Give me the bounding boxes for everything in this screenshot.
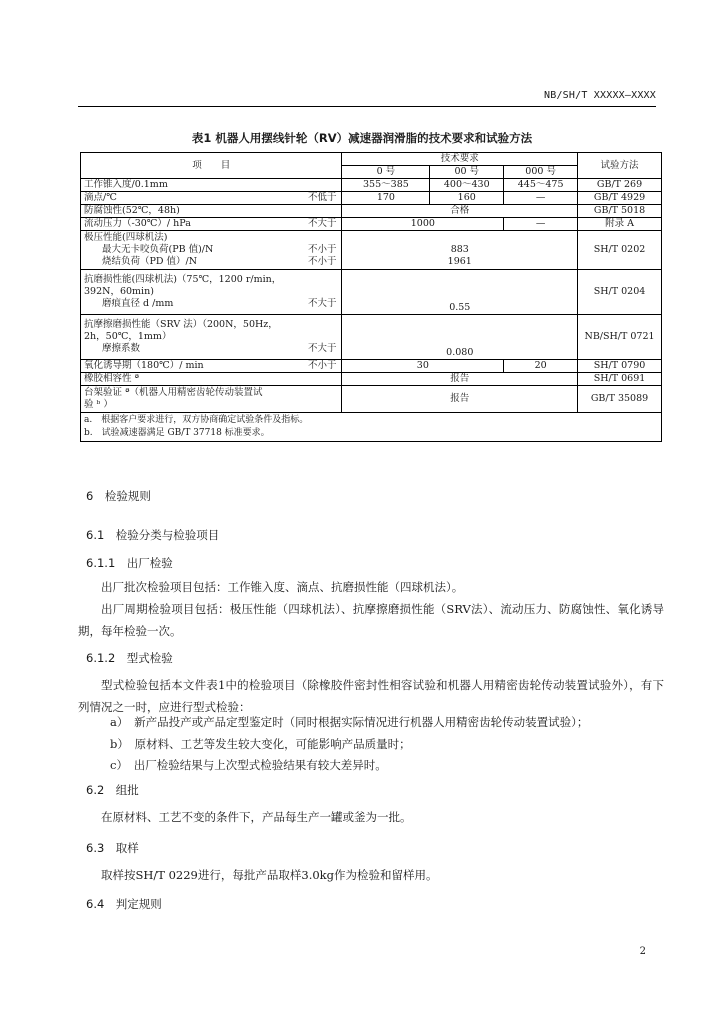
row-name: 台架验证 ª（机器人用精密齿轮传动装置试: [84, 387, 263, 398]
cell-method: GB/T 5018: [578, 205, 662, 218]
cell-value: 883: [450, 244, 469, 255]
cell-method: SH/T 0691: [578, 373, 662, 386]
section-6-1-heading: 6.1 检验分类与检验项目: [86, 528, 220, 542]
row-name-cont: 2h，50℃，1mm）: [84, 331, 172, 342]
cell-value: 0.080: [342, 315, 578, 360]
table-row: [81, 218, 662, 231]
row-name: 抗磨损性能(四球机法)（75℃，1200 r/min，: [84, 274, 282, 285]
section-6-heading: 6 检验规则: [86, 489, 151, 503]
cell-method: SH/T 0202: [578, 231, 662, 270]
cell-method: SH/T 0204: [578, 270, 662, 315]
cell-method: GB/T 269: [578, 179, 662, 192]
cell-method: NB/SH/T 0721: [578, 315, 662, 360]
note-a: a. 根据客户要求进行，双方协商确定试验条件及指标。: [84, 415, 309, 425]
paragraph-batching: 在原材料、工艺不变的条件下，产品每生产一罐或釜为一批。: [101, 810, 412, 824]
table-caption: 表1 机器人用摆线针轮（RV）减速器润滑脂的技术要求和试验方法: [191, 131, 533, 145]
row-name: 流动压力（-30℃）/ hPa: [84, 218, 191, 229]
table-notes: [81, 413, 662, 442]
paragraph-factory-batch: 出厂批次检验项目包括：工作锥入度、滴点、抗磨损性能（四球机法）。: [101, 580, 464, 594]
row-name: 滴点/℃: [84, 192, 117, 203]
cell-method: 附录 A: [578, 218, 662, 231]
row-limit: 不小于: [307, 244, 337, 255]
row-name-cont: 392N，60min): [84, 286, 154, 297]
table-row: [81, 360, 662, 373]
section-6-2-heading: 6.2 组批: [86, 783, 139, 797]
col-method-header: 试验方法: [578, 153, 662, 179]
cell-value: 报告: [342, 386, 578, 413]
table-row: [81, 231, 662, 270]
page-number: 2: [639, 946, 646, 957]
grade-00: 00 号: [430, 166, 504, 179]
row-limit: 不低于: [307, 192, 337, 203]
document-number: NB/SH/T XXXXX—XXXX: [544, 90, 656, 101]
cell-value: 20: [504, 360, 578, 373]
cell-value: —: [504, 192, 578, 205]
col-tech-header: 技术要求: [342, 153, 578, 166]
row-name: 防腐蚀性(52℃，48h): [81, 205, 342, 218]
table-row: [81, 386, 662, 413]
row-sub: 磨痕直径 d /mm: [102, 298, 174, 309]
section-6-3-heading: 6.3 取样: [86, 841, 139, 855]
grade-0: 0 号: [342, 166, 430, 179]
cell-value: 报告: [342, 373, 578, 386]
cell-value: —: [504, 218, 578, 231]
paragraph-sampling: 取样按SH/T 0229进行，每批产品取样3.0kg作为检验和留样用。: [101, 868, 438, 882]
table-row: [81, 270, 662, 315]
row-name: 极压性能(四球机法): [84, 232, 168, 243]
cell-value: 170: [342, 192, 430, 205]
paragraph-factory-periodic: 出厂周期检验项目包括：极压性能（四球机法）、抗摩擦磨损性能（SRV法）、流动压力、防腐蚀性、氧化诱导期，每年检验一次。: [78, 602, 664, 638]
paragraph-type-inspection: 型式检验包括本文件表1中的检验项目（除橡胶件密封性相容试验和机器人用精密齿轮传动装置试验外），有下列情况之一时，应进行型式检验：: [78, 678, 664, 714]
table-header-row: [81, 153, 662, 166]
row-name: 橡胶相容性 ª: [81, 373, 342, 386]
row-sub-pd: 烧结负荷（PD 值）/N: [102, 256, 198, 267]
table-row: [81, 179, 662, 192]
spec-table: [80, 152, 662, 442]
cell-value: 355～385: [342, 179, 430, 192]
table-row: [81, 373, 662, 386]
header-rule: [78, 106, 656, 107]
row-limit: 不大于: [307, 343, 337, 354]
section-6-4-heading: 6.4 判定规则: [86, 897, 162, 911]
row-limit: 不小于: [307, 256, 337, 267]
row-sub-pb: 最大无卡咬负荷(PB 值)/N: [102, 244, 214, 255]
row-sub: 摩擦系数: [102, 343, 141, 354]
row-name: 氧化诱导期（180℃）/ min: [84, 360, 204, 371]
cell-method: GB/T 4929: [578, 192, 662, 205]
list-item: c） 出厂检验结果与上次型式检验结果有较大差异时。: [110, 758, 387, 772]
cell-value: 0.55: [342, 270, 578, 315]
row-limit: 不大于: [307, 298, 337, 309]
cell-value: 445～475: [504, 179, 578, 192]
section-6-1-2-heading: 6.1.2 型式检验: [86, 651, 173, 665]
grade-000: 000 号: [504, 166, 578, 179]
col-item-header: 项 目: [81, 153, 342, 179]
row-name-cont: 验 ᵇ ）: [84, 399, 113, 410]
cell-value: 1000: [342, 218, 504, 231]
table-row: [81, 192, 662, 205]
list-item: b） 原材料、工艺等发生较大变化，可能影响产品质量时；: [110, 737, 411, 751]
section-6-1-1-heading: 6.1.1 出厂检验: [86, 556, 173, 570]
row-limit: 不大于: [307, 218, 337, 229]
cell-value: 400～430: [430, 179, 504, 192]
row-limit: 不小于: [307, 360, 337, 371]
row-name: 工作锥入度/0.1mm: [81, 179, 342, 192]
cell-method: GB/T 35089: [578, 386, 662, 413]
cell-value: 30: [342, 360, 504, 373]
list-item: a） 新产品投产或产品定型鉴定时（同时根据实际情况进行机器人用精密齿轮传动装置试验）；: [110, 715, 589, 729]
note-b: b. 试验减速器满足 GB/T 37718 标准要求。: [84, 428, 270, 438]
cell-value: 1961: [447, 256, 472, 267]
table-row: [81, 205, 662, 218]
cell-value: 合格: [342, 205, 578, 218]
table-row: [81, 315, 662, 360]
cell-method: SH/T 0790: [578, 360, 662, 373]
cell-value: 160: [430, 192, 504, 205]
row-name: 抗摩擦磨损性能（SRV 法）（200N，50Hz，: [84, 319, 278, 330]
